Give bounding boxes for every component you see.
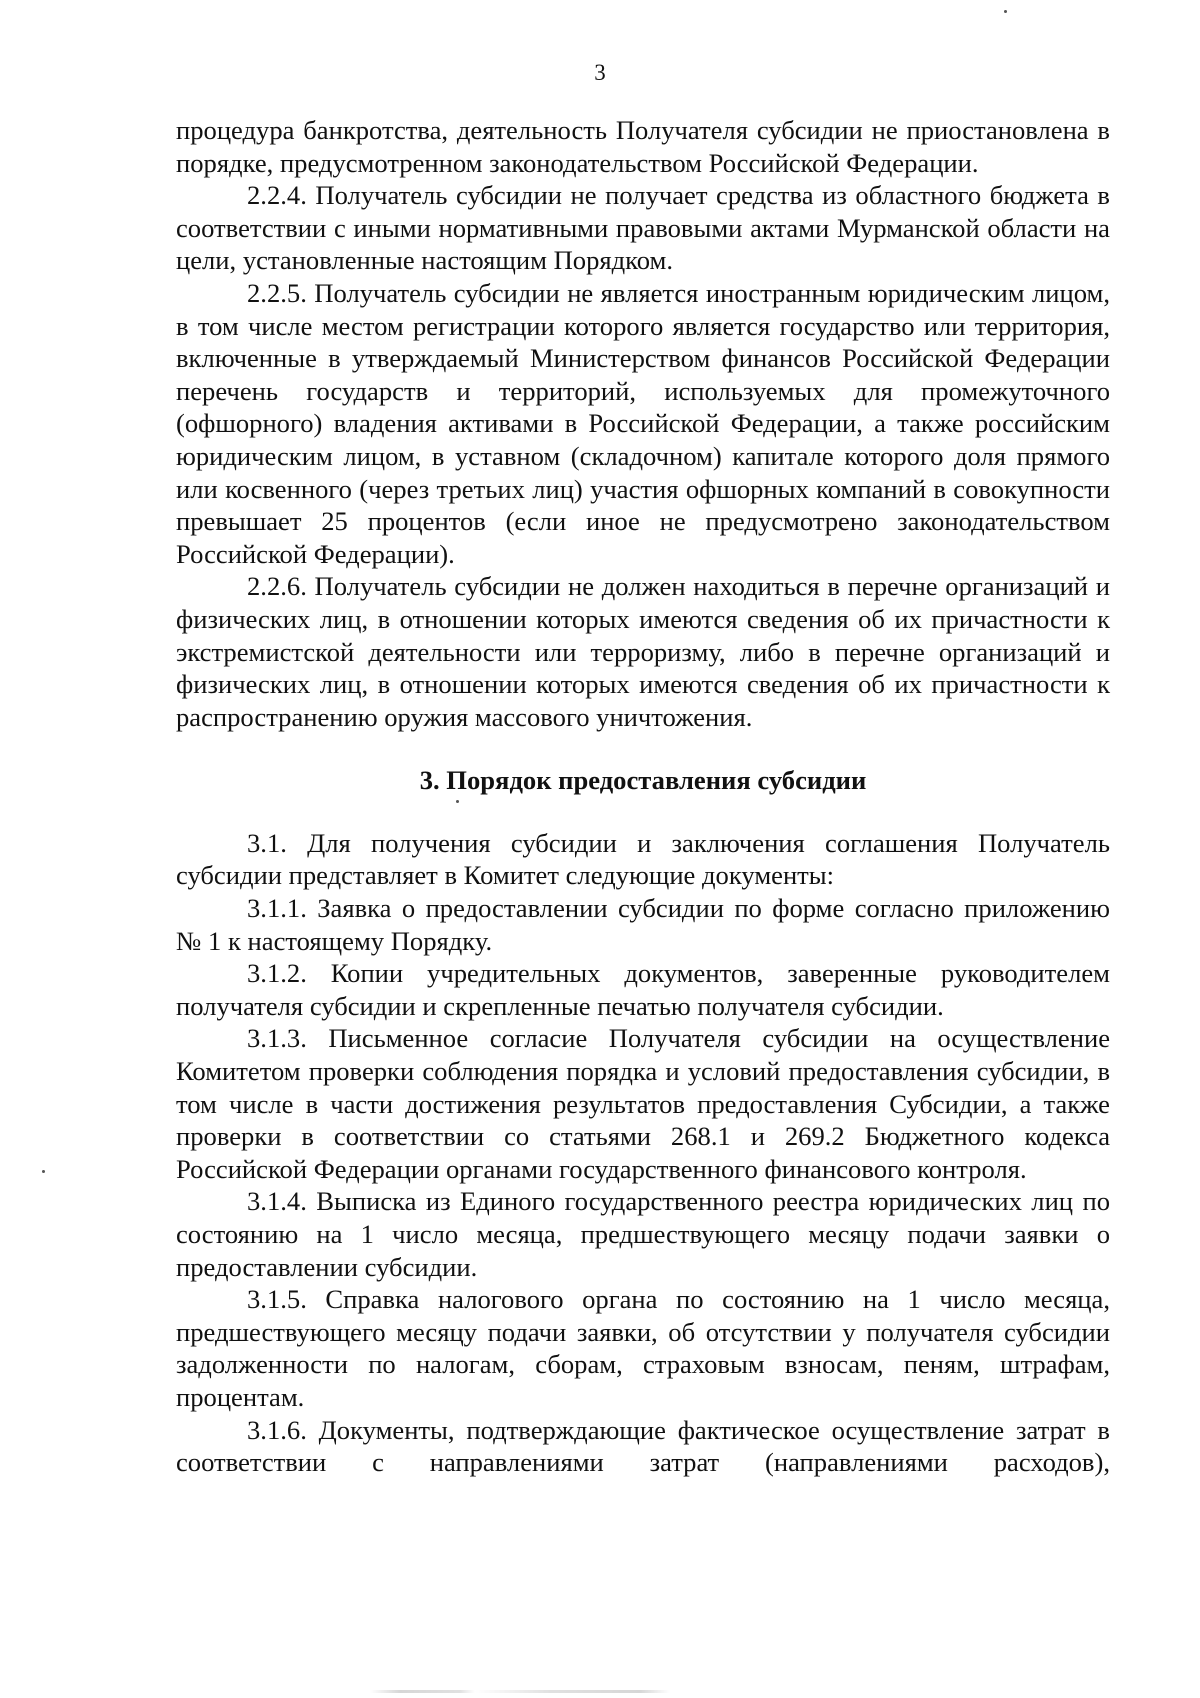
scan-speck [456, 800, 459, 803]
scan-edge-artifact [370, 1690, 670, 1693]
paragraph-p-3-1: 3.1. Для получения субсидии и заключения соглашения Получатель субсидии представляет в Комитет следующие документы: [176, 827, 1110, 891]
paragraph-p-2-2-4: 2.2.4. Получатель субсидии не получает средства из областного бюджета в соответствии с иными нормативными правовыми актами Мурманской области на цели, установленные настоящим Порядком. [176, 180, 1110, 276]
paragraph-p-2-2-6: 2.2.6. Получатель субсидии не должен находиться в перечне организаций и физических лиц, в отношении которых имеются сведения об их причастности к экстремистской деятельности или терроризму, либо в перечне организаций и физических лиц, в отношении которых имеются сведения об их причастности к распространению оружия массового уничтожения. [176, 571, 1110, 732]
document-body [176, 114, 1110, 1479]
paragraph-p-3-1-6: 3.1.6. Документы, подтверждающие фактическое осуществление затрат в соответствии с направлениями затрат (направлениями расходов), [176, 1414, 1110, 1478]
scan-speck [1004, 10, 1007, 13]
section-heading: 3. Порядок предоставления субсидии [419, 765, 867, 796]
paragraph-p-cont: процедура банкротства, деятельность Получателя субсидии не приостановлена в порядке, предусмотренном законодательством Российской Федерации. [176, 115, 1110, 178]
page-number: 3 [594, 60, 606, 85]
paragraph-p-3-1-3: 3.1.3. Письменное согласие Получателя субсидии на осуществление Комитетом проверки соблюдения порядка и условий предоставления субсидии, в том числе в части достижения результатов предоставления Субсидии, а также проверки в соответствии со статьями 268.1 и 269.2 Бюджетного кодекса Российской Федерации органами государственного финансового контроля. [176, 1023, 1110, 1184]
paragraph-p-2-2-5: 2.2.5. Получатель субсидии не является иностранным юридическим лицом, в том числе местом регистрации которого является государство или территория, включенные в утверждаемый Министерством финансов Российской Федерации перечень государств и территорий, используемых для промежуточного (офшорного) владения активами в Российской Федерации, а также российским юридическим лицом, в уставном (складочном) капитале которого доля прямого или косвенного (через третьих лиц) участия офшорных компаний в совокупности превышает 25 процентов (если иное не предусмотрено законодательством Российской Федерации). [176, 277, 1110, 569]
paragraphs-after-heading [176, 827, 1110, 1479]
scan-speck [42, 1170, 45, 1173]
paragraph-p-3-1-5: 3.1.5. Справка налогового органа по состоянию на 1 число месяца, предшествующего месяцу подачи заявки, об отсутствии у получателя субсидии задолженности по налогам, сборам, страховым взносам, пеням, штрафам, процентам. [176, 1284, 1110, 1412]
paragraph-p-3-1-2: 3.1.2. Копии учредительных документов, заверенные руководителем получателя субсидии и скрепленные печатью получателя субсидии. [176, 958, 1110, 1021]
paragraphs-before-heading [176, 114, 1110, 733]
paragraph-p-3-1-4: 3.1.4. Выписка из Единого государственного реестра юридических лиц по состоянию на 1 число месяца, предшествующего месяцу подачи заявки о предоставлении субсидии. [176, 1186, 1110, 1282]
paragraph-p-3-1-1: 3.1.1. Заявка о предоставлении субсидии по форме согласно приложению № 1 к настоящему Порядку. [176, 893, 1110, 956]
